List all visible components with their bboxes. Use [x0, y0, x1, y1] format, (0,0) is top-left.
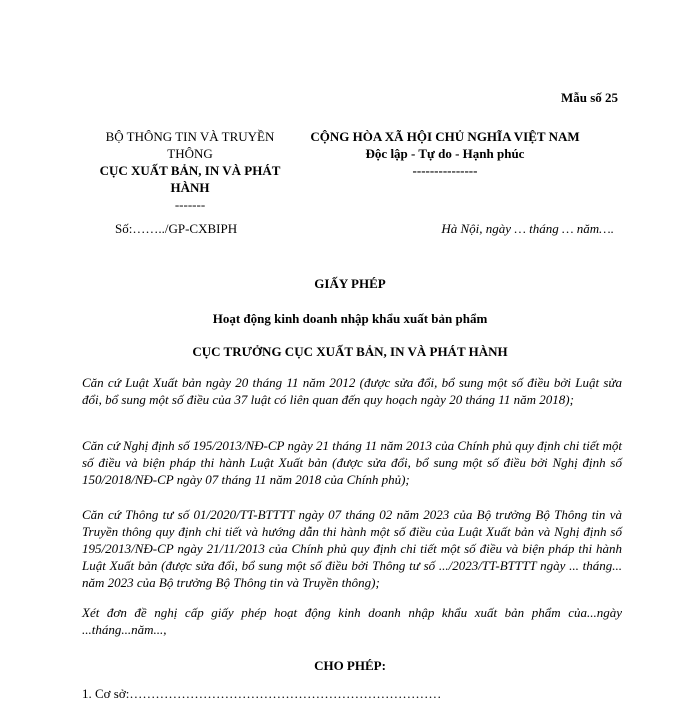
issuing-authority-header: [90, 128, 290, 213]
legal-basis-paragraph: Căn cứ Luật Xuất bản ngày 20 tháng 11 năm 2012 (được sửa đổi, bổ sung một số điều bởi Luật sửa đổi, bổ sung một số điều của 37 luật có liên quan đến quy hoạch ngày 20 tháng 11 năm 2018);: [82, 375, 622, 407]
issuer-title: CỤC TRƯỞNG CỤC XUẤT BẢN, IN VÀ PHÁT HÀNH: [192, 344, 508, 359]
department-name: CỤC XUẤT BẢN, IN VÀ PHÁT HÀNH: [99, 163, 281, 195]
ministry-name: BỘ THÔNG TIN VÀ TRUYỀN THÔNG: [105, 129, 275, 161]
right-header-separator: ---------------: [412, 163, 478, 178]
place-and-date: Hà Nội, ngày … tháng … năm….: [441, 221, 614, 236]
national-motto: Độc lập - Tự do - Hạnh phúc: [365, 146, 525, 161]
form-number: Mẫu số 25: [560, 90, 618, 105]
legal-basis-paragraph: Xét đơn đề nghị cấp giấy phép hoạt động kinh doanh nhập khẩu xuất bản phẩm của...ngày ...tháng...năm...,: [82, 605, 622, 637]
country-name: CỘNG HÒA XÃ HỘI CHỦ NGHĨA VIỆT NAM: [310, 129, 580, 144]
legal-basis-paragraph: Căn cứ Thông tư số 01/2020/TT-BTTTT ngày 07 tháng 02 năm 2023 của Bộ trưởng Bộ Thông tin và Truyền thông quy định chi tiết và hướng dẫn thi hành một số điều của Luật Xuất bản và Nghị định số 195/2013/NĐ-CP ngày 21/11/2013 của Chính phủ quy định chi tiết một số điều và biện pháp thi hành Luật Xuất bản (được sửa đổi, bổ sung một số điều bởi Thông tư số .../2023/TT-BTTTT ngày ... tháng... năm 2023 của Bộ trưởng Bộ Thông tin và Truyền thông);: [82, 507, 622, 590]
left-header-separator: -------: [174, 197, 206, 212]
document-subtitle: Hoạt động kinh doanh nhập khẩu xuất bản phẩm: [212, 311, 488, 326]
permit-item-facility: 1. Cơ sở:………………………………………………………………: [82, 686, 442, 701]
legal-basis-paragraph: Căn cứ Nghị định số 195/2013/NĐ-CP ngày 21 tháng 11 năm 2013 của Chính phủ quy định chi tiết một số điều và biện pháp thi hành Luật Xuất bản (được sửa đổi, bổ sung một số điều bởi Nghị định số 150/2018/NĐ-CP ngày 07 tháng 11 năm 2018 của Chính phủ);: [82, 438, 622, 487]
document-title: GIẤY PHÉP: [314, 276, 386, 291]
permit-heading: CHO PHÉP:: [314, 658, 386, 673]
document-number: Số:……../GP-CXBIPH: [115, 221, 238, 236]
national-header: [300, 128, 590, 179]
